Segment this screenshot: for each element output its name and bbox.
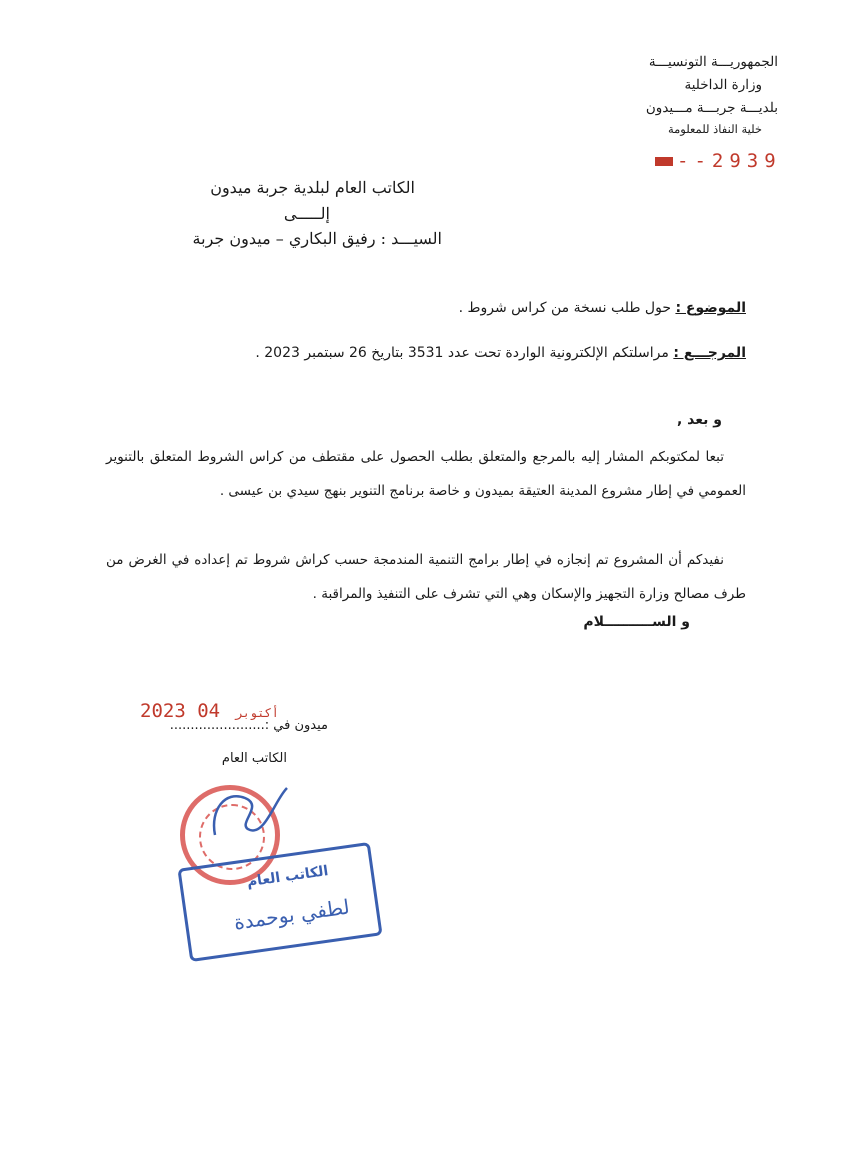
recipient-line: السيـــد : رفيق البكاري – ميدون جربة — [192, 229, 442, 248]
header-republic: الجمهوريـــة التونسيـــة — [648, 54, 778, 70]
reference-label: المرجـــع : — [673, 345, 746, 361]
signatory-title: الكاتب العام — [221, 751, 287, 766]
stamp-mark-icon — [655, 157, 673, 166]
sender-line: الكاتب العام لبلدية جربة ميدون — [210, 178, 415, 197]
header-ministry: وزارة الداخلية — [684, 77, 762, 93]
greeting: و بعد , — [676, 412, 722, 428]
subject-label: الموضوع : — [675, 300, 746, 316]
paragraph-2: نفيدكم أن المشروع تم إنجازه في إطار برامج التنمية المندمجة حسب كراش شروط تم إعداده في الغرض من طرف مصالح وزارة التجهيز والإسكان وهي التي تشرف على التنفيذ والمراقبة . — [106, 552, 746, 602]
to-line: إلـــــى — [283, 204, 330, 223]
closing: و الســــــــــلام — [583, 614, 690, 630]
reference-line — [255, 345, 746, 361]
stamp-name: لطفي بوحمدة — [232, 894, 351, 935]
paragraph-1: تبعا لمكتوبكم المشار إليه بالمرجع والمتعلق بطلب الحصول على مقتطف من كراس الشروط المتعلق بالتنوير العمومي في إطار مشروع المدينة العتيقة بميدون و خاصة برنامج التنوير بنهج سيدي بن عيسى . — [106, 449, 746, 499]
stamp-title: الكاتب العام — [245, 863, 330, 891]
handwritten-signature-icon — [205, 780, 295, 850]
subject-line — [459, 300, 746, 316]
date-stamp-day: 04 — [197, 700, 221, 722]
header-municipality: بلديـــة جربـــة مـــيدون — [645, 100, 778, 116]
date-stamp-year: 2023 — [140, 700, 186, 722]
registration-number: --2939 — [655, 150, 782, 172]
place-date: ميدون في :....................... — [169, 718, 328, 733]
header-office: خلية النفاذ للمعلومة — [667, 122, 762, 136]
date-stamp-month: أكتوبر — [235, 706, 279, 720]
reference-text: مراسلتكم الإلكترونية الواردة تحت عدد 3531 بتاريخ 26 سبتمبر 2023 . — [255, 345, 669, 361]
subject-text: حول طلب نسخة من كراس شروط . — [458, 300, 671, 316]
